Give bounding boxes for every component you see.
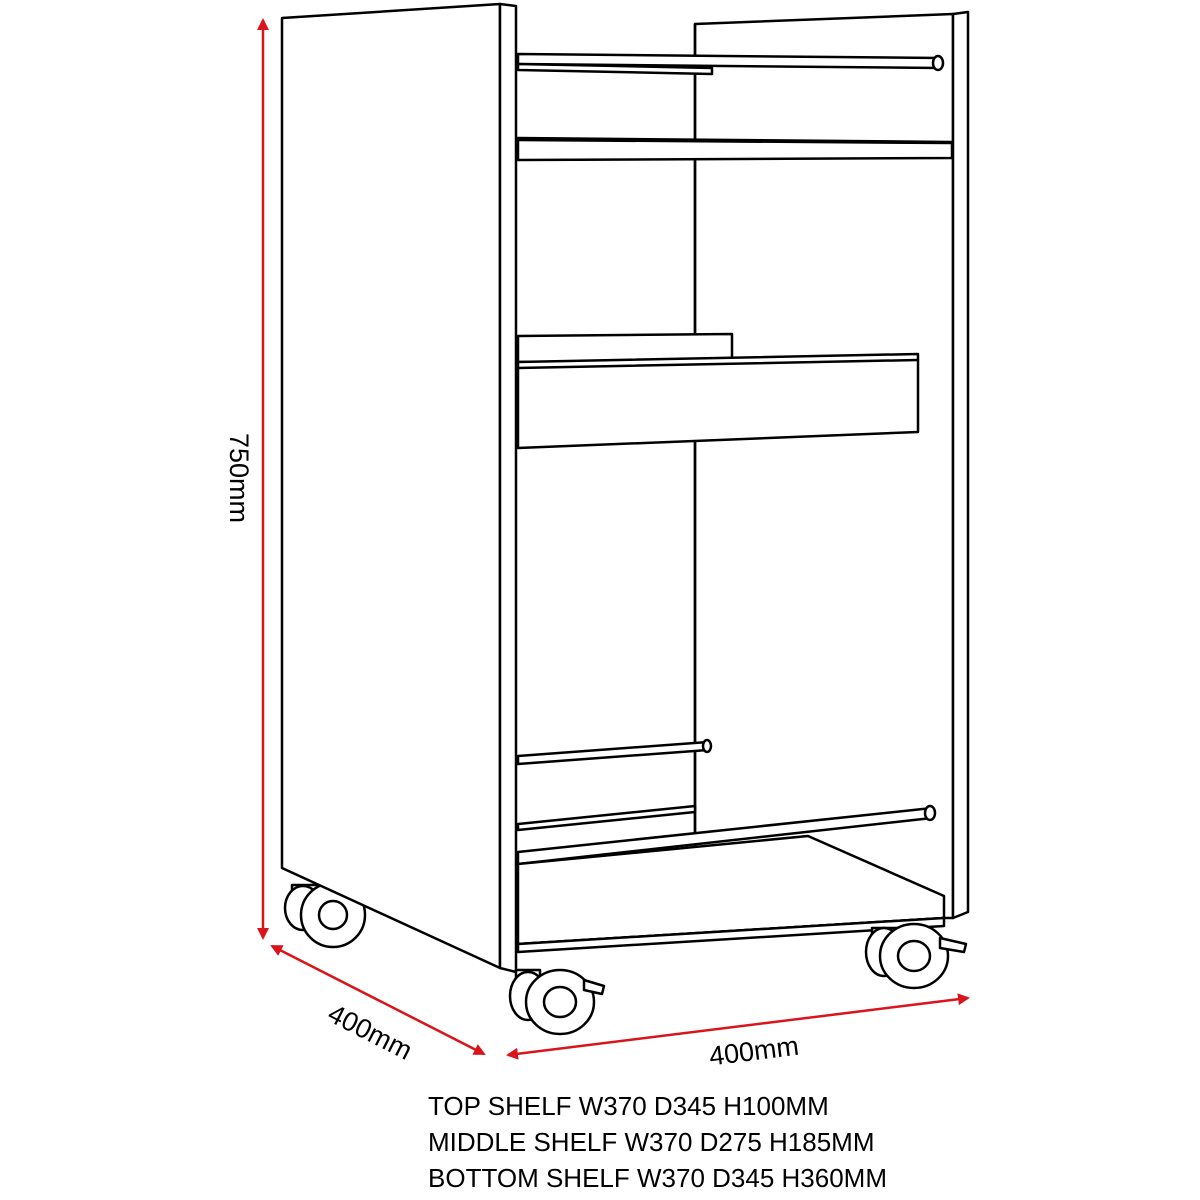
top-shelf: [518, 138, 952, 160]
caster-front-left: [510, 970, 604, 1034]
caster-front-right: [866, 924, 966, 988]
spec-bottom-shelf: BOTTOM SHELF W370 D345 H360MM: [428, 1163, 887, 1193]
height-label: 750mm: [224, 432, 254, 524]
cart-illustration: [282, 4, 968, 1034]
width-label: 400mm: [707, 1030, 801, 1072]
shelf-specifications: [428, 1088, 887, 1196]
depth-dimension: [272, 946, 484, 1066]
depth-label: 400mm: [323, 998, 418, 1066]
spec-top-shelf: TOP SHELF W370 D345 H100MM: [428, 1091, 829, 1121]
right-side-panel: [953, 12, 968, 918]
height-dimension: [224, 20, 263, 938]
spec-middle-shelf: MIDDLE SHELF W370 D275 H185MM: [428, 1127, 875, 1157]
left-side-panel: [282, 4, 516, 972]
